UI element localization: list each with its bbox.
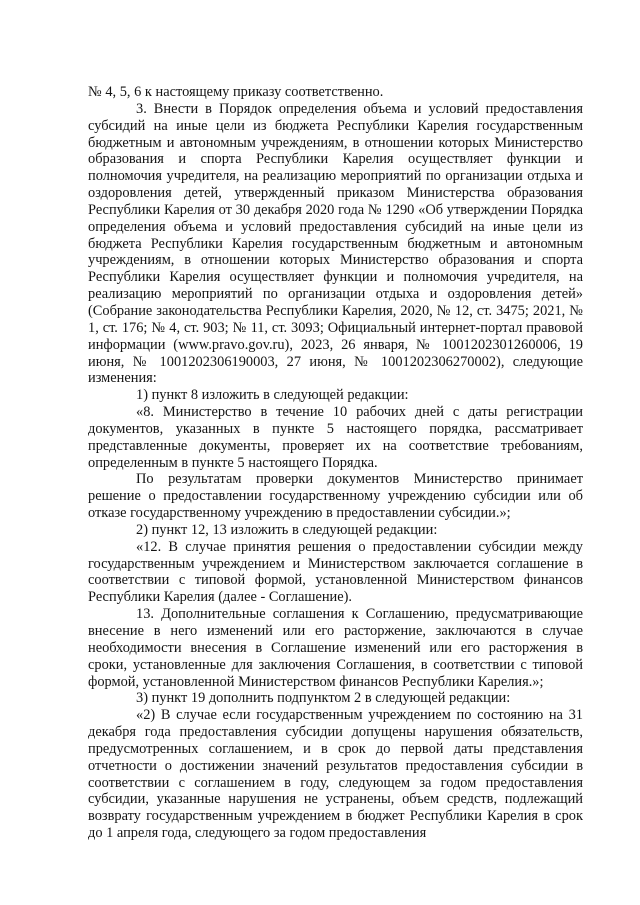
paragraph-subitem-3: 3) пункт 19 дополнить подпунктом 2 в следующей редакции: (136, 690, 511, 707)
document-body (88, 84, 583, 842)
paragraph-continuation: № 4, 5, 6 к настоящему приказу соответственно. (88, 84, 384, 100)
paragraph-clause-12: «12. В случае принятия решения о предоставлении субсидии между государственным учреждением и Министерством заключается соглашение в соответствии с типовой формой, установленной Министерством финансов Республики Карелия (далее - Соглашение). (88, 538, 583, 606)
paragraph-subitem-1: 1) пункт 8 изложить в следующей редакции: (136, 387, 409, 404)
paragraph-clause-8: «8. Министерство в течение 10 рабочих дней с даты регистрации документов, указанных в пункте 5 настоящего порядка, рассматривает представленные документы, проверяет их на соответствие требованиям, определенным в пункте 5 настоящего Порядка. (88, 404, 583, 471)
paragraph-clause-8-result: По результатам проверки документов Министерство принимает решение о предоставлении государственному учреждению субсидии или об отказе государственному учреждению в предоставлении субсидии.»; (88, 471, 583, 522)
paragraph-clause-19-2: «2) В случае если государственным учреждением по состоянию на 31 декабря года предоставления субсидии допущены нарушения обязательств, предусмотренных соглашением, и в срок до первой даты представления отчетности о достижении значений результатов предоставления субсидии в соответствии с соглашением в году, следующем за годом предоставления субсидии, указанные нарушения не устранены, объем средств, подлежащий возврату государственным учреждением в бюджет Республики Карелия в срок до 1 апреля года, следующего за годом предоставления (88, 707, 583, 842)
paragraph-item-3: 3. Внести в Порядок определения объема и условий предоставления субсидий на иные цели из бюджета Республики Карелия государственным бюджетным и автономным учреждениям, в отношении которых Министерство образования и спорта Республики Карелия осуществляет функции и полномочия учредителя, на реализацию мероприятий по организации отдыха и оздоровления детей, утвержденный приказом Министерства образования Республики Карелия от 30 декабря 2020 года № 1290 «Об утверждении Порядка определения объема и условий предоставления субсидий на иные цели из бюджета Республики Карелия государственным бюджетным и автономным учреждениям, в отношении которых Министерство образования и спорта Республики Карелия осуществляет функции и полномочия учредителя, на реализацию мероприятий по организации отдыха и оздоровления детей» (Собрание законодательства Республики Карелия, 2020, № 12, ст. 3475; 2021, № 1, ст. 176; № 4, ст. 903; № 11, ст. 3093; Официальный интернет-портал правовой информации (www.pravo.gov.ru), 2023, 26 января, № 1001202301260006, 19 июня, № 1001202306190003, 27 июня, № 1001202306270002), следующие изменения: (88, 100, 583, 387)
paragraph-subitem-2: 2) пункт 12, 13 изложить в следующей редакции: (136, 521, 438, 538)
paragraph-clause-13: 13. Дополнительные соглашения к Соглашению, предусматривающие внесение в него изменений или его расторжение, заключаются в случае необходимости внесения в Соглашение изменений или его расторжения в сроки, установленные для заключения Соглашения, в соответствии с типовой формой, установленной Министерством финансов Республики Карелия.»; (88, 606, 583, 690)
